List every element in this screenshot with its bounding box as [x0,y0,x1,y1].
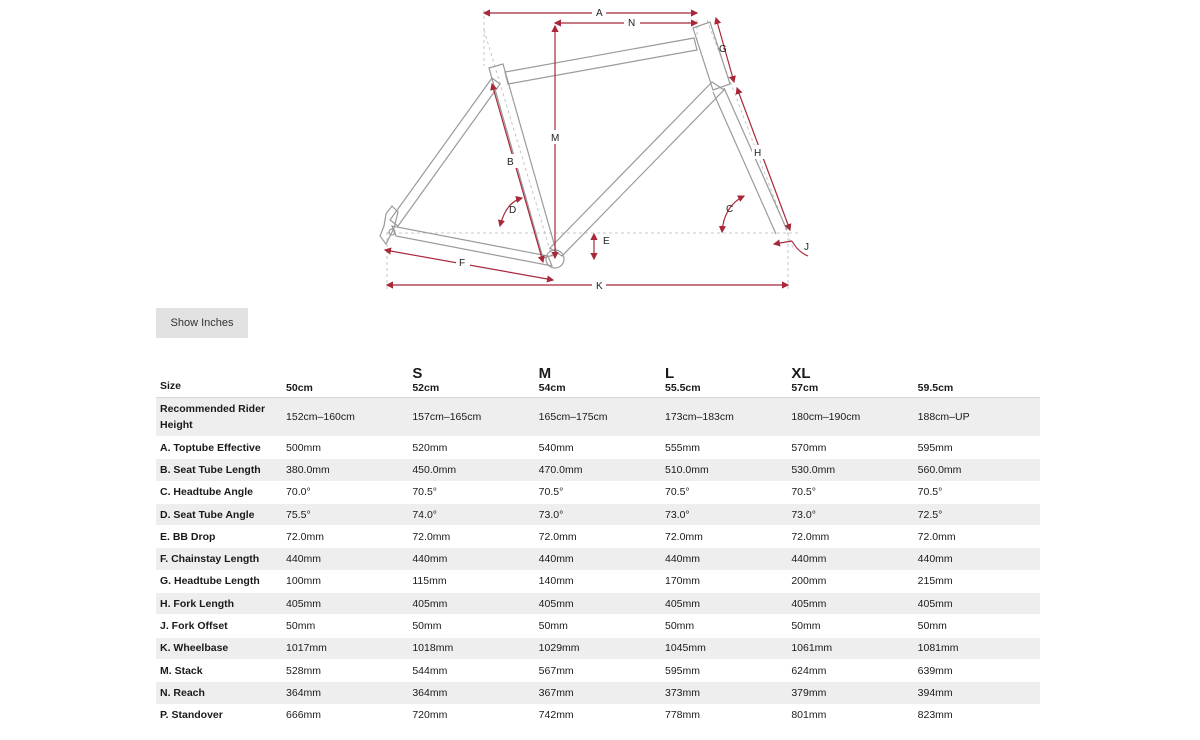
geometry-table [156,360,1040,727]
row-label: P. Standover [156,704,282,726]
table-cell: 1045mm [661,637,787,659]
table-row [156,704,1040,726]
table-row [156,637,1040,659]
table-cell: 595mm [661,659,787,681]
table-cell: 367mm [535,682,661,704]
table-cell: 823mm [914,704,1040,726]
table-cell: 364mm [282,682,408,704]
table-cell: 530.0mm [787,459,913,481]
down-tube [550,82,724,256]
table-cell: 373mm [661,682,787,704]
row-label: N. Reach [156,682,282,704]
row-label: A. Toptube Effective [156,437,282,459]
table-cell: 215mm [914,570,1040,592]
table-cell: 70.5° [914,481,1040,503]
table-cell: 595mm [914,437,1040,459]
table-cell: 72.0mm [787,526,913,548]
table-cell: 72.5° [914,503,1040,525]
label-c: C [726,204,734,215]
table-cell: 379mm [787,682,913,704]
table-cell: 1029mm [535,637,661,659]
size-letter: M [538,365,552,382]
table-cell: 74.0° [408,503,534,525]
table-cell: 380.0mm [282,459,408,481]
label-f: F [459,258,466,269]
label-j: J [804,242,809,253]
table-cell: 624mm [787,659,913,681]
table-cell: 405mm [914,593,1040,615]
label-b: B [507,157,514,168]
size-column-header [535,360,661,398]
table-cell: 778mm [661,704,787,726]
frame-geometry-diagram [0,0,1200,300]
table-cell: 364mm [408,682,534,704]
table-cell: 528mm [282,659,408,681]
table-cell: 73.0° [535,503,661,525]
table-cell: 405mm [282,593,408,615]
table-cell: 440mm [408,548,534,570]
table-cell: 801mm [787,704,913,726]
table-cell: 180cm–190cm [787,398,913,437]
table-cell: 405mm [408,593,534,615]
label-a: A [596,8,603,19]
label-n: N [628,18,636,29]
size-letter: XL [791,365,811,382]
table-cell: 544mm [408,659,534,681]
table-cell: 720mm [408,704,534,726]
seat-tube [489,64,560,258]
table-row [156,437,1040,459]
table-row [156,398,1040,437]
row-label: K. Wheelbase [156,637,282,659]
table-cell: 440mm [661,548,787,570]
table-cell: 157cm–165cm [408,398,534,437]
table-cell: 1081mm [914,637,1040,659]
size-column-header [408,360,534,398]
size-column-header [282,360,408,398]
chain-stay [392,226,552,266]
table-cell: 50mm [787,615,913,637]
label-e: E [603,236,610,247]
table-cell: 70.0° [282,481,408,503]
table-cell: 73.0° [787,503,913,525]
row-label: M. Stack [156,659,282,681]
bike-frame [380,22,787,268]
size-letter [286,366,404,382]
table-cell: 152cm–160cm [282,398,408,437]
table-cell: 1061mm [787,637,913,659]
label-d: D [509,205,517,216]
table-cell: 73.0° [661,503,787,525]
row-label: J. Fork Offset [156,615,282,637]
size-cm: 57cm [791,382,819,394]
table-cell: 666mm [282,704,408,726]
table-cell: 75.5° [282,503,408,525]
table-cell: 405mm [661,593,787,615]
table-cell: 742mm [535,704,661,726]
table-cell: 140mm [535,570,661,592]
table-cell: 440mm [282,548,408,570]
table-cell: 440mm [787,548,913,570]
table-cell: 560.0mm [914,459,1040,481]
seat-stay [390,78,500,226]
size-letter [918,366,1036,382]
table-cell: 570mm [787,437,913,459]
size-letter: L [665,365,675,382]
row-label: C. Headtube Angle [156,481,282,503]
table-cell: 567mm [535,659,661,681]
table-cell: 72.0mm [408,526,534,548]
table-cell: 72.0mm [282,526,408,548]
label-m: M [551,133,560,144]
table-cell: 500mm [282,437,408,459]
row-label: Recommended Rider Height [156,398,282,437]
show-inches-button[interactable]: Show Inches [156,308,248,338]
table-row [156,570,1040,592]
size-column-header [787,360,913,398]
dimension-lines [385,13,808,285]
table-cell: 50mm [535,615,661,637]
table-cell: 50mm [661,615,787,637]
table-cell: 173cm–183cm [661,398,787,437]
table-cell: 540mm [535,437,661,459]
table-cell: 70.5° [661,481,787,503]
table-cell: 1018mm [408,637,534,659]
size-header-row [156,360,1040,398]
size-cm: 50cm [286,382,313,394]
table-cell: 50mm [408,615,534,637]
table-cell: 510.0mm [661,459,787,481]
table-cell: 440mm [535,548,661,570]
table-row [156,593,1040,615]
top-tube [505,38,697,84]
table-cell: 50mm [282,615,408,637]
row-label: G. Headtube Length [156,570,282,592]
table-cell: 72.0mm [535,526,661,548]
table-cell: 440mm [914,548,1040,570]
table-row [156,682,1040,704]
size-letter: S [412,365,423,382]
row-label: E. BB Drop [156,526,282,548]
table-row [156,526,1040,548]
table-cell: 70.5° [535,481,661,503]
label-g: G [719,44,727,55]
table-cell: 188cm–UP [914,398,1040,437]
row-label: D. Seat Tube Angle [156,503,282,525]
size-cm: 54cm [538,382,566,394]
table-row [156,481,1040,503]
table-cell: 72.0mm [661,526,787,548]
fork-rear-edge [713,92,776,234]
table-cell: 50mm [914,615,1040,637]
table-cell: 100mm [282,570,408,592]
table-cell: 555mm [661,437,787,459]
size-header-label: Size [156,360,282,398]
table-cell: 405mm [535,593,661,615]
table-cell: 520mm [408,437,534,459]
table-row [156,548,1040,570]
table-cell: 470.0mm [535,459,661,481]
row-label: B. Seat Tube Length [156,459,282,481]
row-label: F. Chainstay Length [156,548,282,570]
size-cm: 52cm [412,382,440,394]
table-cell: 170mm [661,570,787,592]
table-cell: 405mm [787,593,913,615]
label-h: H [754,148,762,159]
size-cm: 55.5cm [665,382,701,394]
table-cell: 1017mm [282,637,408,659]
size-column-header [661,360,787,398]
label-k: K [596,281,603,292]
table-cell: 115mm [408,570,534,592]
table-cell: 72.0mm [914,526,1040,548]
table-cell: 70.5° [408,481,534,503]
table-cell: 165cm–175cm [535,398,661,437]
size-cm: 59.5cm [917,382,954,394]
table-cell: 394mm [914,682,1040,704]
table-row [156,659,1040,681]
table-row [156,503,1040,525]
row-label: H. Fork Length [156,593,282,615]
size-column-header [914,360,1040,398]
table-cell: 200mm [787,570,913,592]
table-cell: 70.5° [787,481,913,503]
table-row [156,459,1040,481]
table-cell: 450.0mm [408,459,534,481]
table-cell: 639mm [914,659,1040,681]
table-row [156,615,1040,637]
